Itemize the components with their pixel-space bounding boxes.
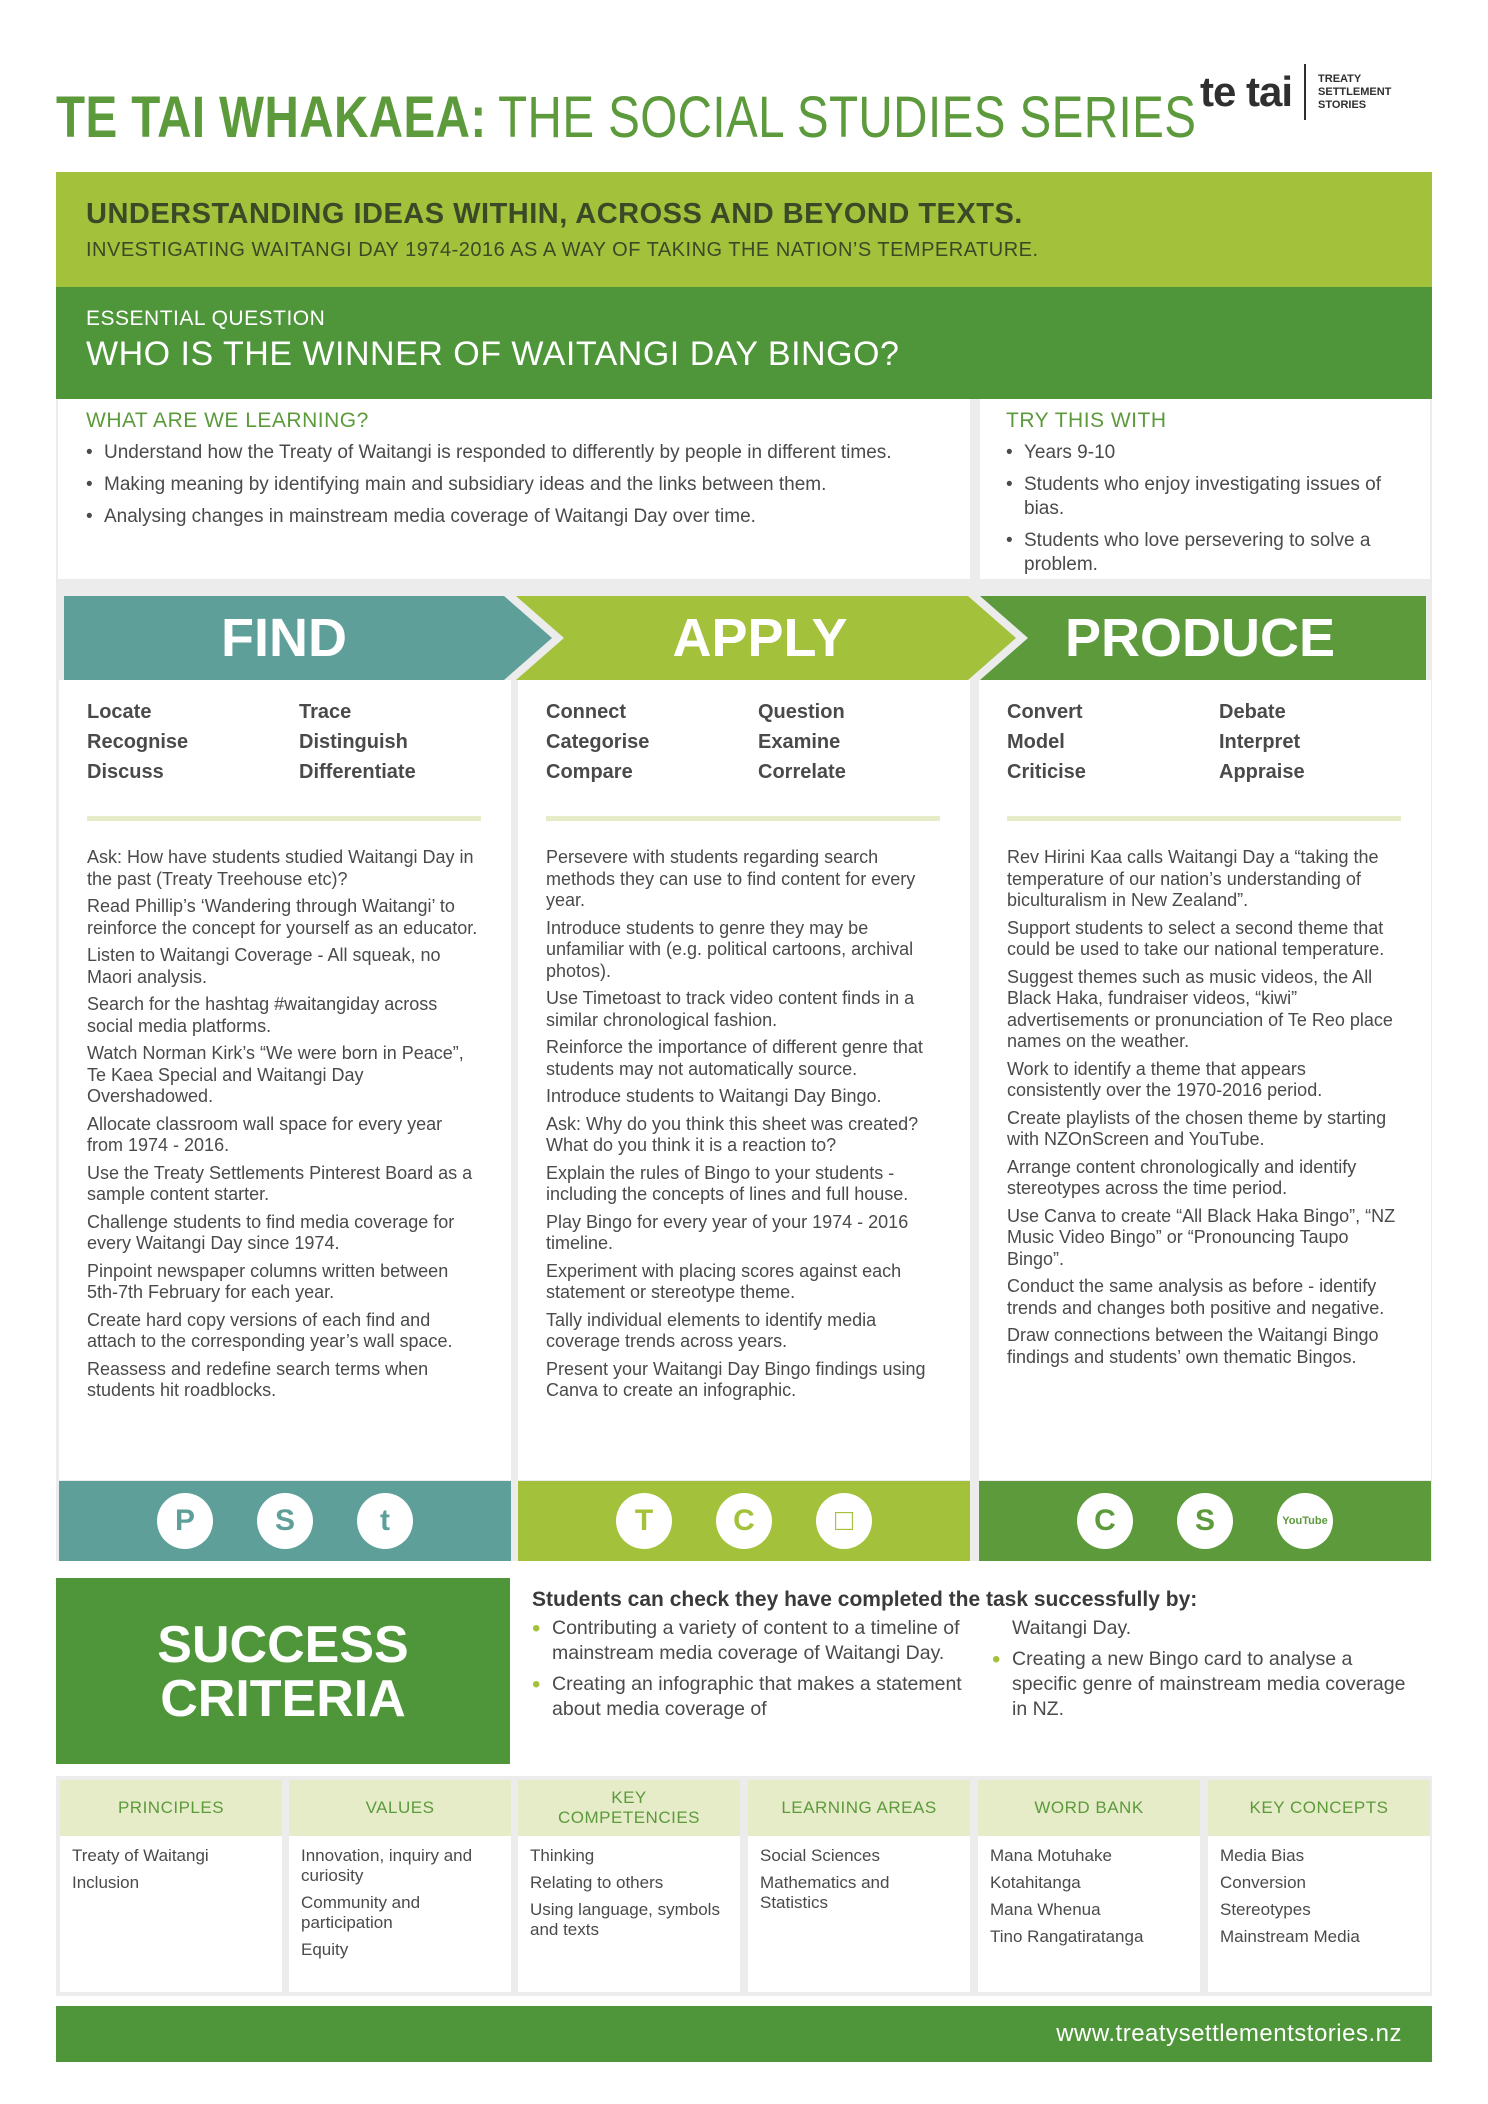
apply-verbs: [546, 700, 942, 784]
list-item: • Understand how the Treaty of Waitangi is responded to differently by people in different times.: [86, 441, 942, 465]
find-step: Challenge students to find media coverage for every Waitangi Day since 1974.: [87, 1211, 455, 1253]
list-item: • Years 9-10: [1006, 441, 1404, 465]
table-cell: Community and participation: [301, 1893, 421, 1932]
find-icon-bar: [59, 1481, 511, 1561]
criteria-item: • Creating an infographic that makes a statement about media coverage of: [532, 1672, 992, 1722]
produce-step: Support students to select a second theme that could be used to take our national temperature.: [1007, 917, 1385, 959]
find-step: Allocate classroom wall space for every year from 1974 - 2016.: [87, 1113, 443, 1155]
learning-areas-column: [748, 1780, 970, 1992]
table-cell: Using language, symbols and texts: [530, 1900, 720, 1939]
verb: Examine: [758, 731, 841, 753]
table-cell: Conversion: [1220, 1873, 1306, 1892]
topic-banner: [56, 172, 1432, 287]
verb: Correlate: [758, 761, 846, 783]
list-item: • Analysing changes in mainstream media coverage of Waitangi Day over time.: [86, 505, 942, 529]
success-criteria-title: [56, 1578, 510, 1764]
find-verbs: [87, 700, 483, 784]
apply-step[interactable]: Present your Waitangi Day Bingo findings using Canva to create an infographic.: [546, 1358, 926, 1400]
logo-divider: [1304, 64, 1306, 120]
youtube-icon[interactable]: YouTube: [1277, 1493, 1333, 1549]
apply-column: [518, 680, 970, 1480]
verb: Connect: [546, 701, 626, 723]
produce-step: Draw connections between the Waitangi Bingo findings and students’ own thematic Bingos.: [1007, 1325, 1379, 1367]
table-header: KEY COMPETENCIES: [518, 1780, 740, 1836]
essential-question: WHO IS THE WINNER OF WAITANGI DAY BINGO?: [86, 335, 900, 373]
competencies-column: [518, 1780, 740, 1992]
table-header: PRINCIPLES: [60, 1780, 282, 1836]
learning-section: [58, 399, 970, 579]
apply-step: Persevere with students regarding search methods they can use to find content for every year.: [546, 847, 916, 910]
table-cell: Mana Motuhake: [990, 1846, 1112, 1865]
find-step[interactable]: Use the Treaty Settlements Pinterest Board as a sample content starter.: [87, 1162, 473, 1204]
logo-text: te tai: [1200, 68, 1293, 115]
storify-icon[interactable]: S: [1177, 1493, 1233, 1549]
try-this-section: [980, 399, 1430, 579]
logo-sub-line: SETTLEMENT: [1318, 85, 1392, 98]
verb: Model: [1007, 731, 1065, 753]
table-cell: Innovation, inquiry and curiosity: [301, 1846, 473, 1885]
table-cell: Mainstream Media: [1220, 1927, 1360, 1946]
find-step[interactable]: Watch Norman Kirk’s “We were born in Peace”, Te Kaea Special and Waitangi Day Overshadowed.: [87, 1043, 464, 1106]
apply-step: Play Bingo for every year of your 1974 - 2016 timeline.: [546, 1211, 909, 1253]
find-column: [59, 680, 511, 1480]
apply-step: Ask: Why do you think this sheet was created? What do you think it is a reaction to?: [546, 1113, 919, 1155]
apply-step[interactable]: Introduce students to genre they may be unfamiliar with (e.g. political cartoons, archival photos).: [546, 917, 914, 981]
timetoast-icon[interactable]: T: [616, 1493, 672, 1549]
pinterest-icon[interactable]: P: [157, 1493, 213, 1549]
word-bank-column: [978, 1780, 1200, 1992]
twitter-icon[interactable]: t: [357, 1493, 413, 1549]
verb: Discuss: [87, 761, 164, 783]
criteria-item-continued: Waitangi Day.: [1012, 1617, 1132, 1639]
table-cell: Stereotypes: [1220, 1900, 1311, 1919]
principles-column: [60, 1780, 282, 1992]
produce-step[interactable]: Suggest themes such as music videos, the All Black Haka, fundraiser videos, “kiwi” advertisements or pronunciation of Te Reo place names on the weather.: [1007, 966, 1393, 1051]
verb: Question: [758, 701, 845, 723]
table-cell: Equity: [301, 1940, 349, 1959]
table-header: LEARNING AREAS: [748, 1780, 970, 1836]
logo-subtitle: [1318, 73, 1391, 112]
apply-step[interactable]: Introduce students to Waitangi Day Bingo.: [546, 1086, 882, 1106]
te-tai-logo: [1200, 62, 1391, 122]
verb: Categorise: [546, 731, 650, 753]
verb: Distinguish: [299, 731, 408, 753]
verb: Differentiate: [299, 761, 416, 783]
table-header: VALUES: [289, 1780, 511, 1836]
learning-heading: WHAT ARE WE LEARNING?: [86, 409, 369, 432]
table-cell: Treaty of Waitangi: [72, 1846, 209, 1865]
table-cell: Mathematics and Statistics: [760, 1873, 890, 1912]
page-title: [56, 80, 1197, 156]
apply-label: APPLY: [672, 608, 848, 668]
produce-step: Conduct the same analysis as before - identify trends and changes both positive and negative.: [1007, 1276, 1385, 1318]
verb: Trace: [299, 701, 352, 723]
logo-sub-line: STORIES: [1318, 98, 1367, 111]
find-step[interactable]: Reassess and redefine search terms when students hit roadblocks.: [87, 1358, 429, 1400]
screen-icon[interactable]: □: [816, 1493, 872, 1549]
produce-step: Arrange content chronologically and identify stereotypes across the time period.: [1007, 1156, 1357, 1198]
apply-step: Experiment with placing scores against each statement or stereotype theme.: [546, 1260, 902, 1302]
apply-step: Tally individual elements to identify media coverage trends across years.: [546, 1309, 877, 1351]
title-light: THE SOCIAL STUDIES SERIES: [498, 85, 1197, 150]
topic-heading: UNDERSTANDING IDEAS WITHIN, ACROSS AND BEYOND TEXTS.: [86, 198, 1023, 230]
table-cell: Relating to others: [530, 1873, 664, 1892]
storify-icon[interactable]: S: [257, 1493, 313, 1549]
try-this-heading: TRY THIS WITH: [1006, 409, 1167, 432]
produce-step[interactable]: Create playlists of the chosen theme by starting with NZOnScreen and YouTube.: [1007, 1107, 1387, 1149]
apply-step[interactable]: Explain the rules of Bingo to your students - including the concepts of lines and full house.: [546, 1162, 909, 1204]
produce-step[interactable]: Use Canva to create “All Black Haka Bingo”, “NZ Music Video Bingo” or “Pronouncing Taupo Bingo”.: [1007, 1205, 1396, 1269]
find-step[interactable]: Create hard copy versions of each find and attach to the corresponding year’s wall space.: [87, 1309, 453, 1351]
apply-icon-bar: [518, 1481, 970, 1561]
apply-step: Reinforce the importance of different genre that students may not automatically source.: [546, 1037, 923, 1079]
divider: [1007, 816, 1401, 821]
logo-sub-line: TREATY: [1318, 72, 1362, 85]
canva-icon[interactable]: C: [716, 1493, 772, 1549]
produce-icon-bar: [979, 1481, 1431, 1561]
find-label: FIND: [221, 608, 347, 668]
table-cell: Social Sciences: [760, 1846, 881, 1865]
divider: [546, 816, 940, 821]
criteria-item: • Creating a new Bingo card to analyse a specific genre of mainstream media coverage in NZ.: [992, 1647, 1412, 1722]
produce-column: [979, 680, 1431, 1480]
success-title-line: SUCCESS: [157, 1616, 409, 1674]
table-cell: Thinking: [530, 1846, 595, 1865]
success-title-line: CRITERIA: [160, 1670, 406, 1728]
produce-step[interactable]: Rev Hirini Kaa calls Waitangi Day a “taking the temperature of our nation’s understanding of biculturalism in New Zealand”.: [1007, 847, 1379, 910]
table-header: WORD BANK: [978, 1780, 1200, 1836]
verb: Interpret: [1219, 731, 1301, 753]
values-column: [289, 1780, 511, 1992]
produce-verbs: [1007, 700, 1403, 784]
verb: Criticise: [1007, 761, 1086, 783]
apply-step[interactable]: Use Timetoast to track video content finds in a similar chronological fashion.: [546, 988, 915, 1030]
table-cell: Kotahitanga: [990, 1873, 1081, 1892]
produce-label: PRODUCE: [1064, 608, 1336, 668]
table-header: KEY CONCEPTS: [1208, 1780, 1430, 1836]
find-step[interactable]: Search for the hashtag #waitangiday across social media platforms.: [87, 994, 438, 1036]
title-bold: TE TAI WHAKAEA:: [56, 85, 487, 150]
find-step: Pinpoint newspaper columns written between 5th-7th February for each year.: [87, 1260, 449, 1302]
verb: Debate: [1219, 701, 1286, 723]
produce-step: Work to identify a theme that appears consistently over the 1970-2016 period.: [1007, 1058, 1323, 1100]
verb: Locate: [87, 701, 152, 723]
table-cell: Media Bias: [1220, 1846, 1305, 1865]
verb: Recognise: [87, 731, 189, 753]
essential-question-banner: [56, 287, 1432, 399]
canva-icon[interactable]: C: [1077, 1493, 1133, 1549]
find-step[interactable]: Read Phillip’s ‘Wandering through Waitangi’ to reinforce the concept for yourself as an educator.: [87, 896, 478, 938]
find-step: Ask: How have students studied Waitangi Day in the past (Treaty Treehouse etc)?: [87, 847, 474, 889]
verb: Compare: [546, 761, 633, 783]
table-cell: Inclusion: [72, 1873, 140, 1892]
criteria-item: • Contributing a variety of content to a timeline of mainstream media coverage of Waitangi Day.: [532, 1616, 992, 1666]
footer: [56, 2006, 1432, 2062]
list-item: • Students who love persevering to solve a problem.: [1006, 529, 1404, 577]
table-cell: Tino Rangatiratanga: [990, 1927, 1144, 1946]
footer-url-link[interactable]: www.treatysettlementstories.nz: [1056, 2020, 1402, 2047]
list-item: • Making meaning by identifying main and subsidiary ideas and the links between them.: [86, 473, 942, 497]
verb: Appraise: [1219, 761, 1305, 783]
success-heading: Students can check they have completed the task successfully by:: [532, 1588, 1198, 1611]
find-step[interactable]: Listen to Waitangi Coverage - All squeak, no Maori analysis.: [87, 945, 441, 987]
list-item: • Students who enjoy investigating issues of bias.: [1006, 473, 1404, 521]
key-concepts-column: [1208, 1780, 1430, 1992]
table-cell: Mana Whenua: [990, 1900, 1101, 1919]
verb: Convert: [1007, 701, 1083, 723]
essential-question-label: ESSENTIAL QUESTION: [86, 307, 326, 330]
divider: [87, 816, 481, 821]
topic-subheading: INVESTIGATING WAITANGI DAY 1974-2016 AS A WAY OF TAKING THE NATION’S TEMPERATURE.: [86, 239, 1039, 261]
success-criteria-content: [518, 1578, 1432, 1764]
